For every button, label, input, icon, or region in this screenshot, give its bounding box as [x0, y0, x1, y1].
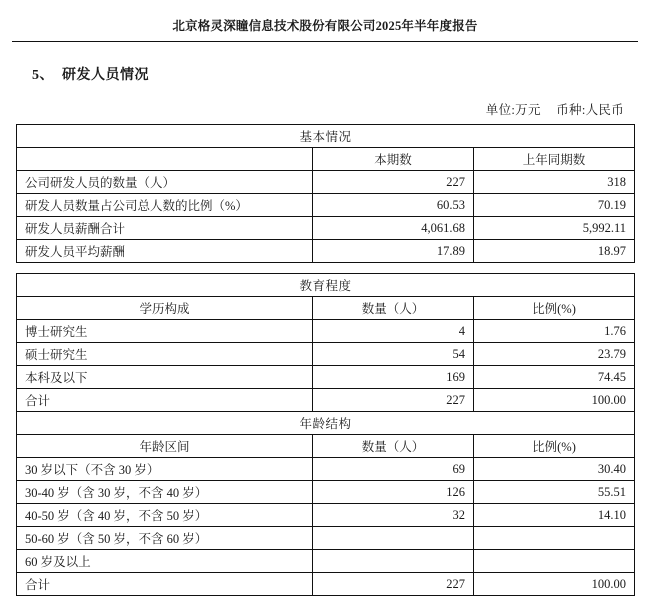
- row-value-count: 4: [313, 320, 474, 343]
- table-row: [17, 481, 635, 504]
- row-value-count: 126: [313, 481, 474, 504]
- row-label-total: 合计: [17, 573, 313, 596]
- table-row: [17, 343, 635, 366]
- row-label: 公司研发人员的数量（人）: [17, 171, 313, 194]
- table-row: [17, 504, 635, 527]
- table-row: [17, 366, 635, 389]
- table-band-row: [17, 274, 635, 297]
- row-value-ratio: 23.79: [474, 343, 635, 366]
- unit-note: 单位:万元: [485, 103, 541, 117]
- row-value-count: 54: [313, 343, 474, 366]
- section-number: 5、: [32, 68, 54, 83]
- row-label: 30 岁以下（不含 30 岁）: [17, 458, 313, 481]
- column-header-education-构成: 学历构成: [17, 297, 313, 320]
- row-label: 50-60 岁（含 50 岁，不含 60 岁）: [17, 527, 313, 550]
- row-value-count: 169: [313, 366, 474, 389]
- row-label: 本科及以下: [17, 366, 313, 389]
- band-title-age: 年龄结构: [17, 412, 635, 435]
- table-header-row: [17, 435, 635, 458]
- row-value-current: 4,061.68: [313, 217, 474, 240]
- table-row: [17, 458, 635, 481]
- row-value-previous: 318: [474, 171, 635, 194]
- band-title-basic: 基本情况: [17, 125, 635, 148]
- row-value-ratio: 100.00: [474, 389, 635, 412]
- table-row: [17, 527, 635, 550]
- row-label: 60 岁及以上: [17, 550, 313, 573]
- row-value-ratio: 74.45: [474, 366, 635, 389]
- row-value-ratio: 1.76: [474, 320, 635, 343]
- row-label: 研发人员薪酬合计: [17, 217, 313, 240]
- row-value-ratio: 100.00: [474, 573, 635, 596]
- row-value-ratio: 55.51: [474, 481, 635, 504]
- column-header-blank: [17, 148, 313, 171]
- table-row: [17, 240, 635, 263]
- row-label: 研发人员平均薪酬: [17, 240, 313, 263]
- table-row: [17, 171, 635, 194]
- row-label: 硕士研究生: [17, 343, 313, 366]
- table-row: [17, 217, 635, 240]
- table-education-and-age: [16, 273, 635, 596]
- column-header-count: 数量（人）: [313, 297, 474, 320]
- section-heading: [16, 64, 634, 84]
- row-value-count: [313, 527, 474, 550]
- row-value-previous: 18.97: [474, 240, 635, 263]
- row-value-count: [313, 550, 474, 573]
- table-header-row: [17, 148, 635, 171]
- row-value-count: 69: [313, 458, 474, 481]
- row-label: 30-40 岁（含 30 岁，不含 40 岁）: [17, 481, 313, 504]
- table-row: [17, 550, 635, 573]
- row-value-count: 227: [313, 573, 474, 596]
- row-value-current: 227: [313, 171, 474, 194]
- column-header-ratio: 比例(%): [474, 435, 635, 458]
- band-title-education: 教育程度: [17, 274, 635, 297]
- table-band-row: [17, 412, 635, 435]
- row-value-previous: 70.19: [474, 194, 635, 217]
- table-row: [17, 389, 635, 412]
- header-divider: [12, 41, 638, 42]
- row-value-current: 17.89: [313, 240, 474, 263]
- table-band-row: [17, 125, 635, 148]
- row-value-count: 227: [313, 389, 474, 412]
- row-label: 博士研究生: [17, 320, 313, 343]
- row-value-ratio: 30.40: [474, 458, 635, 481]
- column-header-previous: 上年同期数: [474, 148, 635, 171]
- table-header-row: [17, 297, 635, 320]
- section-title: 研发人员情况: [62, 68, 149, 83]
- table-row: [17, 573, 635, 596]
- row-label-total: 合计: [17, 389, 313, 412]
- table-row: [17, 194, 635, 217]
- column-header-ratio: 比例(%): [474, 297, 635, 320]
- column-header-current: 本期数: [313, 148, 474, 171]
- column-header-count: 数量（人）: [313, 435, 474, 458]
- row-value-count: 32: [313, 504, 474, 527]
- table-basic-info: [16, 124, 635, 263]
- row-value-ratio: [474, 527, 635, 550]
- row-value-ratio: [474, 550, 635, 573]
- row-value-ratio: 14.10: [474, 504, 635, 527]
- running-header: 北京格灵深瞳信息技术股份有限公司2025年半年度报告: [172, 19, 478, 33]
- column-header-age-range: 年龄区间: [17, 435, 313, 458]
- unit-note-line: [16, 100, 634, 118]
- row-value-current: 60.53: [313, 194, 474, 217]
- row-label: 40-50 岁（含 40 岁，不含 50 岁）: [17, 504, 313, 527]
- row-label: 研发人员数量占公司总人数的比例（%）: [17, 194, 313, 217]
- row-value-previous: 5,992.11: [474, 217, 635, 240]
- currency-note: 币种:人民币: [556, 103, 624, 117]
- table-row: [17, 320, 635, 343]
